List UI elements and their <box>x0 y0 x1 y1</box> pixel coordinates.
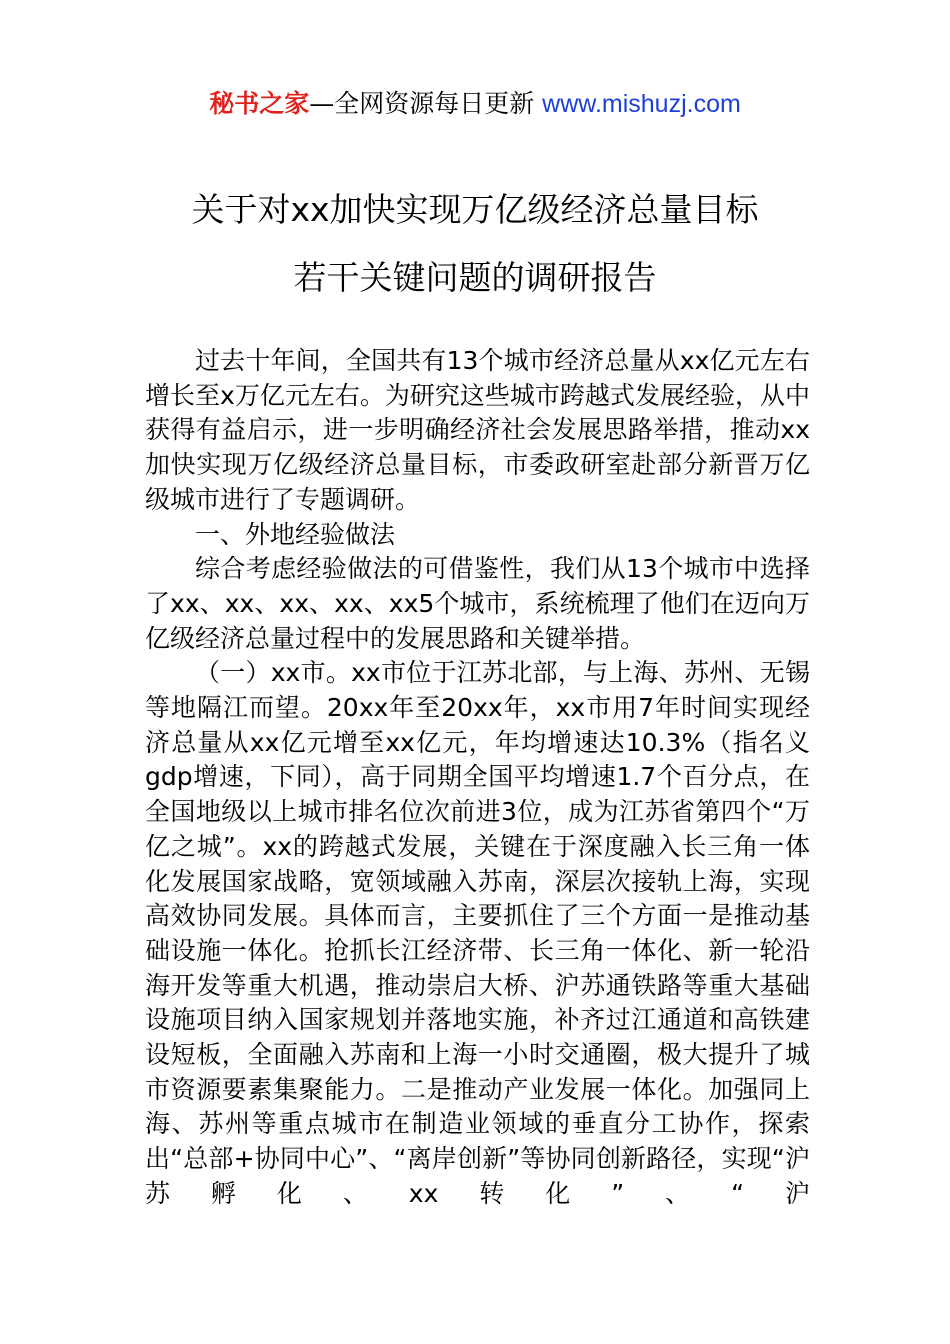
site-slogan: —全网资源每日更新 <box>309 89 543 118</box>
site-brand: 秘书之家 <box>209 89 310 118</box>
document-title-line-1: 关于对xx加快实现万亿级经济总量目标 <box>191 190 759 229</box>
city-case-paragraph: （一）xx市。xx市位于江苏北部，与上海、苏州、无锡等地隔江而望。20xx年至20xx年，xx市用7年时间实现经济总量从xx亿元增至xx亿元，年均增速达10.3%（指名义gdp增速，下同），高于同期全国平均增速1.7个百分点，在全国地级以上城市排名位次前进3位，成为江苏省第四个“万亿之城”。xx的跨越式发展，关键在于深度融入长三角一体化发展国家战略，宽领域融入苏南，深层次接轨上海，实现高效协同发展。具体而言，主要抓住了三个方面一是推动基础设施一体化。抢抓长江经济带、长三角一体化、新一轮沿海开发等重大机遇，推动崇启大桥、沪苏通铁路等重大基础设施项目纳入国家规划并落地实施，补齐过江通道和高铁建设短板，全面融入苏南和上海一小时交通圈，极大提升了城市资源要素集聚能力。二是推动产业发展一体化。加强同上海、苏州等重点城市在制造业领域的垂直分工协作，探索出“总部+协同中心”、“离岸创新”等协同创新路径，实现“沪苏孵化、xx转化”、“沪 <box>145 658 810 1208</box>
selection-paragraph: 综合考虑经验做法的可借鉴性，我们从13个城市中选择了xx、xx、xx、xx、xx5个城市，系统梳理了他们在迈向万亿级经济总量过程中的发展思路和关键举措。 <box>145 554 810 653</box>
site-url-link[interactable]: www.mishuzj.com <box>542 90 741 118</box>
document-title-line-2: 若干关键问题的调研报告 <box>293 258 657 297</box>
section-heading: 一、外地经验做法 <box>195 519 396 549</box>
document-body <box>145 344 810 1212</box>
intro-paragraph: 过去十年间，全国共有13个城市经济总量从xx亿元左右增长至x万亿元左右。为研究这些城市跨越式发展经验，从中获得有益启示，进一步明确经济社会发展思路举措，推动xx加快实现万亿级经济总量目标，市委政研室赴部分新晋万亿级城市进行了专题调研。 <box>145 346 810 514</box>
site-header <box>0 86 950 122</box>
